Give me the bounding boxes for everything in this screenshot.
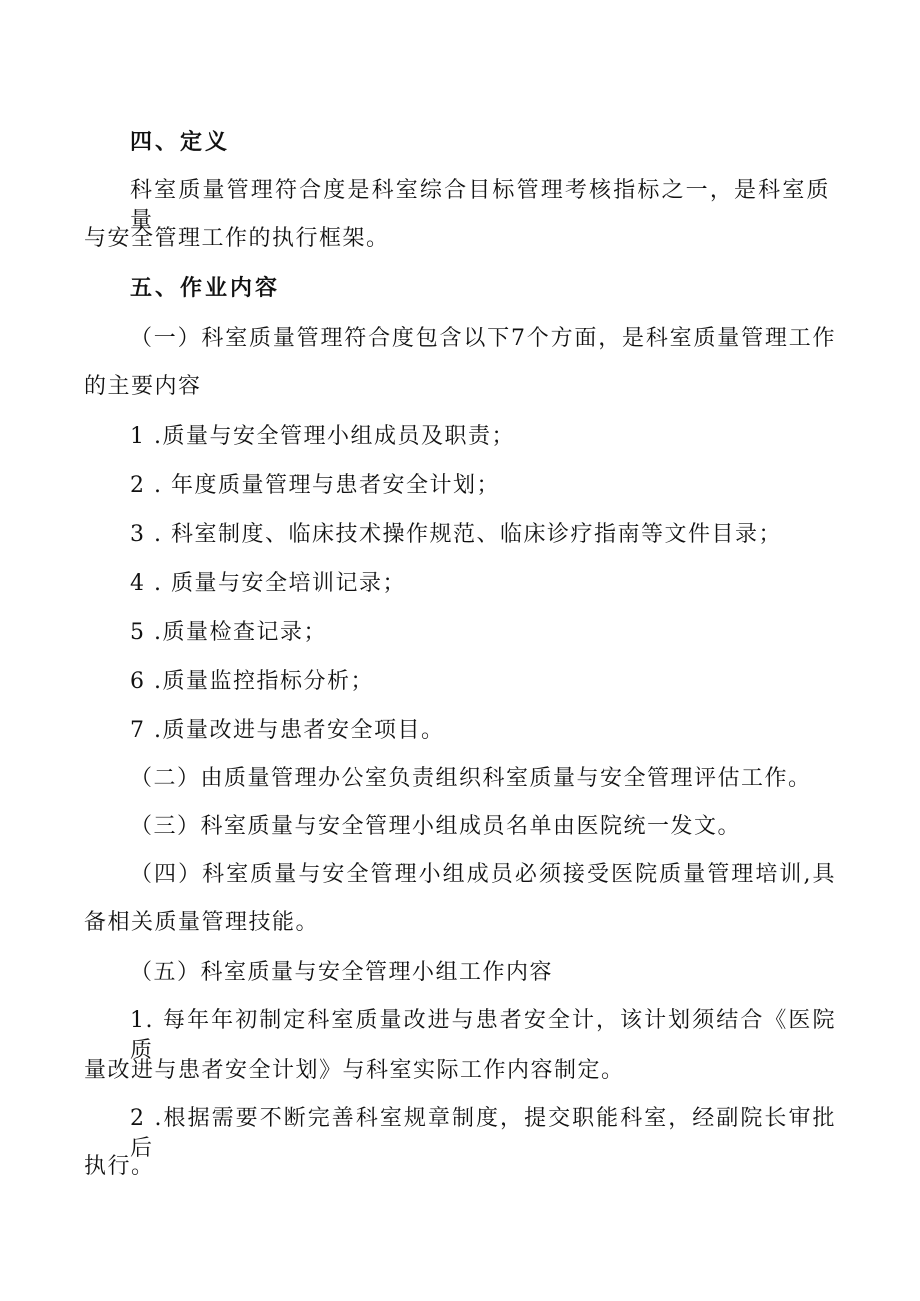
subsection-3: （三）科室质量与安全管理小组成员名单由医院统一发文。 (130, 814, 742, 839)
subsection-5-item-1-line-2: 量改进与患者安全计划》与科室实际工作内容制定。 (84, 1058, 625, 1083)
subsection-4-line-2: 备相关质量管理技能。 (84, 910, 320, 935)
list-item-3: 3 . 科室制度、临床技术操作规范、临床诊疗指南等文件目录； (130, 522, 782, 547)
subsection-5-item-2-line-1: 2 .根据需要不断完善科室规章制度，提交职能科室，经副院长审批后 (130, 1106, 836, 1161)
subsection-2: （二）由质量管理办公室负责组织科室质量与安全管理评估工作。 (130, 766, 812, 791)
subsection-4-line-1: （四）科室质量与安全管理小组成员必须接受医院质量管理培训,具 (130, 862, 836, 887)
list-item-7: 7 .质量改进与患者安全项目。 (130, 718, 445, 743)
subsection-5-item-1-line-1: 1. 每年年初制定科室质量改进与患者安全计，该计划须结合《医院质 (130, 1008, 836, 1063)
section-4-heading: 四、定义 (130, 130, 231, 155)
list-item-5: 5 .质量检查记录； (130, 620, 327, 645)
section-5-heading: 五、作业内容 (130, 276, 281, 301)
list-item-6: 6 .质量监控指标分析； (130, 669, 374, 694)
subsection-5: （五）科室质量与安全管理小组工作内容 (130, 960, 554, 985)
list-item-4: 4 . 质量与安全培训记录； (130, 571, 406, 596)
list-item-2: 2 . 年度质量管理与患者安全计划； (130, 473, 500, 498)
subsection-1-line-2: 的主要内容 (84, 374, 202, 399)
subsection-5-item-2-line-2: 执行。 (84, 1154, 155, 1179)
list-item-1: 1 .质量与安全管理小组成员及职责； (130, 424, 515, 449)
section-4-paragraph-line-1: 科室质量管理符合度是科室综合目标管理考核指标之一，是科室质量 (130, 178, 830, 233)
subsection-1-line-1: （一）科室质量管理符合度包含以下7个方面，是科室质量管理工作 (130, 326, 836, 351)
section-4-paragraph-line-2: 与安全管理工作的执行框架。 (84, 226, 390, 251)
